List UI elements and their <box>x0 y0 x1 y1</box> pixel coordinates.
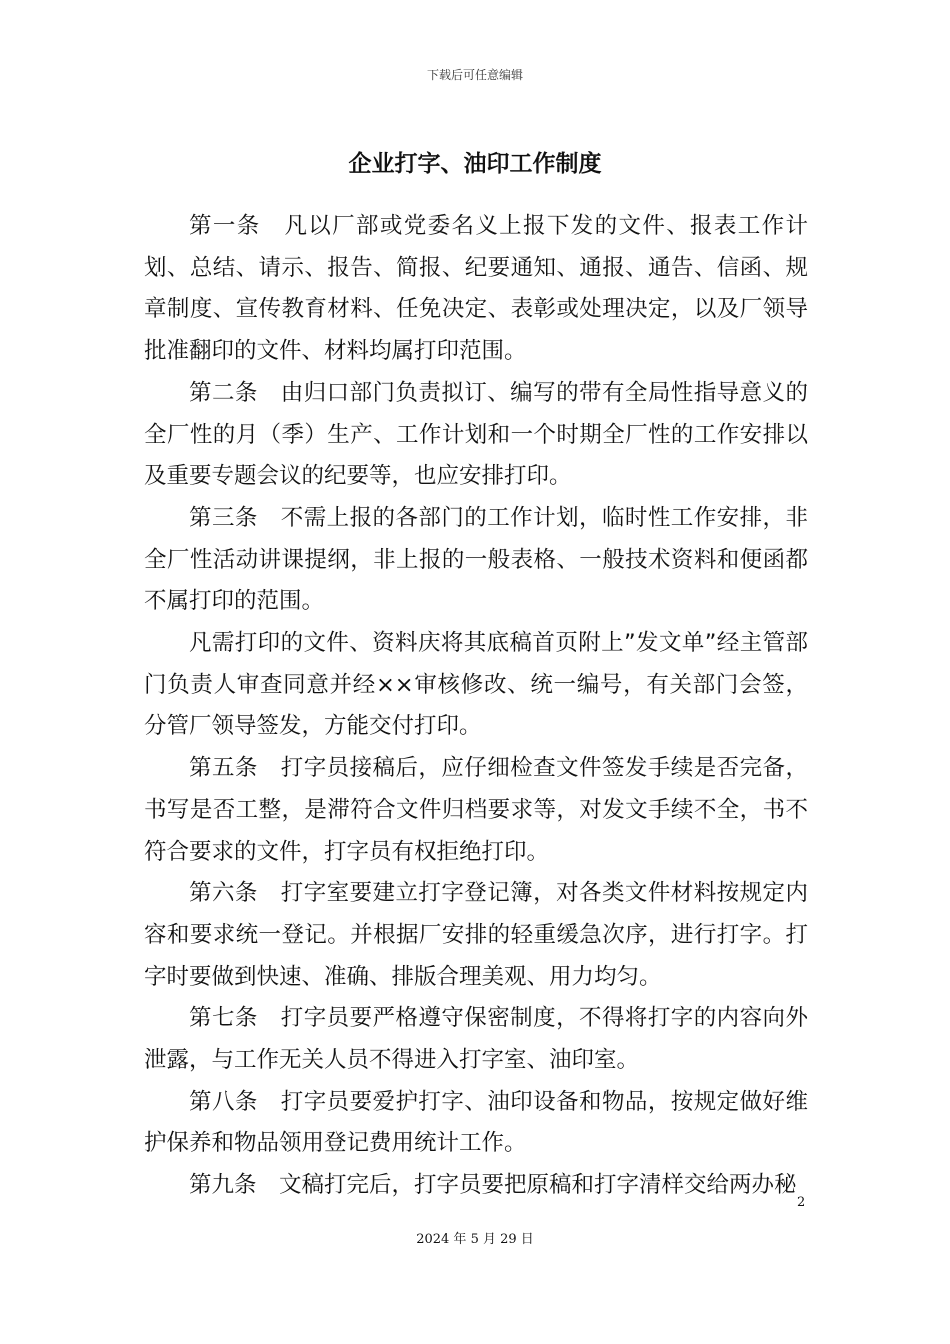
paragraph-article-1: 第一条 凡以厂部或党委名义上报下发的文件、报表工作计划、总结、请示、报告、简报、纪要通知、通报、通告、信函、规章制度、宣传教育材料、任免决定、表彰或处理决定，以及厂领导批准翻印的文件、材料均属打印范围。 <box>144 213 808 365</box>
paragraph-article-4: 凡需打印的文件、资料庆将其底稿首页附上”发文单”经主管部门负责人审查同意并经××审核修改、统一编号，有关部门会签，分管厂领导签发，方能交付打印。 <box>144 630 808 740</box>
paragraph-article-5: 第五条 打字员接稿后，应仔细检查文件签发手续是否完备，书写是否工整，是滞符合文件归档要求等，对发文手续不全，书不符合要求的文件，打字员有权拒绝打印。 <box>144 755 808 865</box>
page-number: 2 <box>797 1195 806 1210</box>
footer-date: 2024 年 5 月 29 日 <box>416 1232 534 1247</box>
paragraph-article-2: 第二条 由归口部门负责拟订、编写的带有全局性指导意义的全厂性的月（季）生产、工作计划和一个时期全厂性的工作安排以及重要专题会议的纪要等，也应安排打印。 <box>144 379 808 490</box>
paragraph-article-6: 第六条 打字室要建立打字登记簿，对各类文件材料按规定内容和要求统一登记。并根据厂安排的轻重缓急次序，进行打字。打字时要做到快速、准确、排版合理美观、用力均匀。 <box>144 880 808 990</box>
paragraph-article-9: 第九条 文稿打完后，打字员要把原稿和打字清样交给两办秘 <box>189 1172 797 1199</box>
page-header-note: 下载后可任意编辑 <box>426 68 523 82</box>
paragraph-article-3: 第三条 不需上报的各部门的工作计划，临时性工作安排，非全厂性活动讲课提纲，非上报的一般表格、一般技术资料和便函都不属打印的范围。 <box>144 504 808 615</box>
document-body <box>144 206 808 1207</box>
document-title: 企业打字、油印工作制度 <box>348 151 602 177</box>
paragraph-article-8: 第八条 打字员要爱护打字、油印设备和物品，按规定做好维护保养和物品领用登记费用统计工作。 <box>144 1088 808 1157</box>
paragraph-article-7: 第七条 打字员要严格遵守保密制度，不得将打字的内容向外泄露，与工作无关人员不得进入打字室、油印室。 <box>144 1005 808 1074</box>
